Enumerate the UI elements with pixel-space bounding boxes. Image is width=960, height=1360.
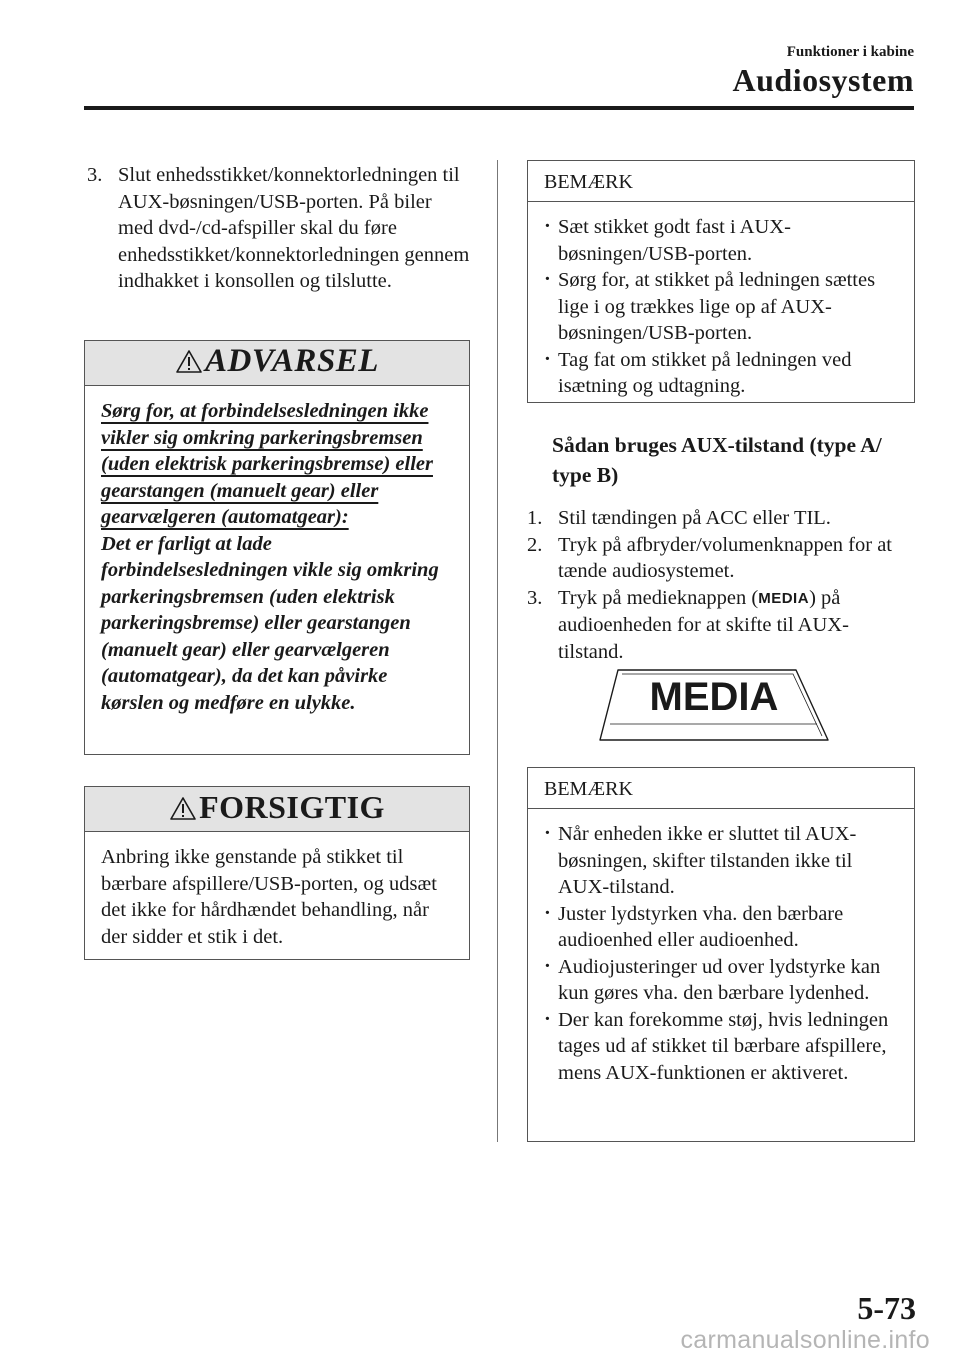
left-step-list (87, 162, 472, 295)
warning-lead: Sørg for, at forbindelsesledningen ikke vikler sig omkring parkeringsbremsen (uden elektrisk parkeringsbremse) eller gearstangen (manuelt gear) eller gearvælgeren (automatgear): (101, 400, 433, 528)
media-badge-icon: MEDIA (758, 589, 810, 607)
list-item: · Sørg for, at stikket på ledningen sættes lige i og trækkes lige op af AUX-bøsningen/USB-porten. (544, 267, 898, 347)
caution-box (84, 786, 470, 960)
list-item: · Sæt stikket godt fast i AUX-bøsningen/USB-porten. (544, 214, 898, 267)
step-number: 1. (527, 507, 543, 529)
step-text: Slut enhedsstikket/konnektorledningen til AUX-bøsningen/USB-porten. På biler med dvd-/cd-afspiller skal du føre enhedsstikket/konnektorledningen gennem indhakket i konsollen og tilslutte. (118, 164, 470, 292)
warning-header (85, 341, 469, 386)
list-item (87, 162, 472, 295)
step-text: Tryk på afbryder/volumenknappen for at tænde audiosystemet. (558, 533, 892, 582)
list-item: · Der kan forekomme støj, hvis ledningen tages ud af stikket til bærbare afspillere, mens AUX-funktionen er aktiveret. (544, 1007, 898, 1087)
note-title-1: BEMÆRK (528, 161, 914, 202)
media-button-label: MEDIA (649, 675, 779, 719)
watermark: carmanualsonline.info (680, 1326, 930, 1354)
header-rule (84, 106, 914, 110)
media-button-illustration (596, 662, 834, 746)
warning-title: ADVARSEL (205, 343, 379, 379)
step-number: 3. (527, 586, 543, 609)
page-title: Audiosystem (732, 62, 914, 98)
caution-body: Anbring ikke genstande på stikket til bærbare afspillere/USB-porten, og udsæt det ikke for hårdhændet behandling, når der sidder et stik i det. (101, 846, 437, 948)
section-label: Funktioner i kabine (786, 44, 914, 60)
note-box-2 (527, 767, 915, 1142)
list-item: · Juster lydstyrken vha. den bærbare audioenhed eller audioenhed. (544, 901, 898, 954)
list-item (527, 532, 913, 585)
note-box-1 (527, 160, 915, 403)
caution-header (85, 787, 469, 832)
step-number: 2. (527, 533, 543, 556)
note-title-2: BEMÆRK (528, 768, 914, 809)
list-item: · Når enheden ikke er sluttet til AUX-bøsningen, skifter tilstanden ikke til AUX-tilstand. (544, 821, 898, 901)
page-number: 5-73 (857, 1290, 916, 1326)
warning-triangle-icon (175, 349, 203, 374)
section-subheading: Sådan bruges AUX-tilstand (type A/ type B) (552, 433, 882, 487)
warning-text: Det er farligt at lade forbindelsesledningen vikle sig omkring parkeringsbremsen (uden elektrisk parkeringsbremse) eller gearstangen (manuelt gear) eller gearvælgeren (automatgear), da det kan påvirke kørslen og medføre en ulykke. (101, 532, 439, 714)
warning-box (84, 340, 470, 755)
note-list-1 (528, 202, 914, 408)
list-item (527, 585, 913, 666)
right-step-list (527, 505, 913, 665)
list-item (527, 505, 913, 532)
step-number: 3. (87, 164, 103, 186)
step-text-before: Tryk på medieknappen ( (558, 586, 759, 609)
note-list-2 (528, 809, 914, 1094)
step-text-after: ) på audioenheden for at skifte til AUX-tilstand. (558, 586, 849, 663)
list-item: · Tag fat om stikket på ledningen ved isætning og udtagning. (544, 347, 898, 400)
step-text: Stil tændingen på ACC eller TIL. (558, 507, 831, 529)
list-item: · Audiojusteringer ud over lydstyrke kan kun gøres vha. den bærbare lydenhed. (544, 954, 898, 1007)
column-divider (497, 160, 498, 1142)
caution-title: FORSIGTIG (199, 789, 385, 825)
caution-triangle-icon (169, 796, 197, 821)
warning-body (85, 386, 469, 728)
